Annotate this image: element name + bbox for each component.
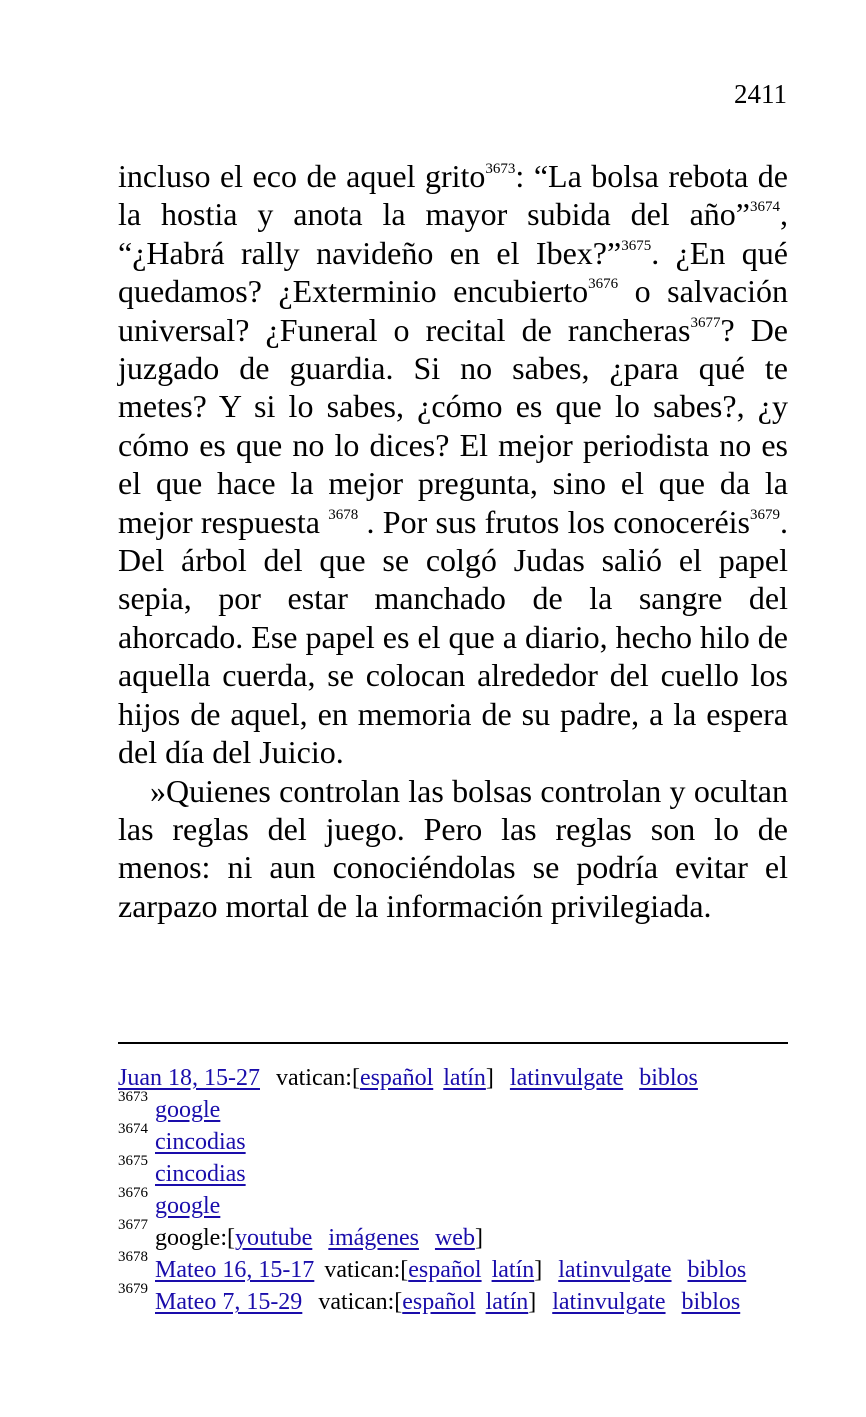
footnote-divider (118, 1042, 788, 1044)
footnote-ref-3674: 3674 (750, 199, 780, 216)
web-link[interactable]: web (434, 1225, 475, 1251)
footnote-number: 3674 (118, 1121, 148, 1137)
vatican-prefix: vatican:[ (275, 1065, 360, 1091)
text-segment: ? De juzgado de guardia. Si no sabes, ¿para qué te metes? Y si lo sabes, ¿cómo es que lo sabes?, ¿y cómo es que no lo dices? El mejor periodista no es el que hace la mejor pregunta, sino el que da la mejor respuesta (118, 311, 789, 540)
footnote-number: 3673 (118, 1089, 148, 1105)
biblos-link[interactable]: biblos (681, 1289, 741, 1315)
footnote-3678 (118, 1249, 818, 1286)
footnote-number: 3679 (118, 1281, 148, 1297)
espanol-link[interactable]: español (359, 1065, 434, 1091)
paragraph-1 (118, 157, 788, 772)
footnote-3677 (118, 1217, 818, 1254)
footnote-number: 3678 (118, 1249, 148, 1265)
footnote-number: 3675 (118, 1153, 148, 1169)
text-segment: o salvación universal? ¿Funeral o recital de rancheras (118, 273, 789, 348)
footnote-3674 (118, 1121, 818, 1158)
footnote-ref-3676: 3676 (588, 276, 619, 293)
text-segment: incluso el eco de aquel grito (118, 158, 486, 194)
cincodias-link[interactable]: cincodias (155, 1129, 246, 1155)
bracket-close: ] (528, 1289, 537, 1315)
youtube-link[interactable]: youtube (234, 1225, 313, 1251)
footnote-ref-3679: 3679 (750, 506, 780, 523)
footnote-3673 (118, 1089, 818, 1126)
google-prefix: google:[ (155, 1225, 235, 1251)
latin-link[interactable]: latín (491, 1257, 535, 1283)
footnote-ref-3673: 3673 (485, 161, 516, 177)
footnotes (118, 1062, 818, 1318)
vatican-prefix: vatican:[ (318, 1289, 403, 1315)
juan-reference-link[interactable]: Juan 18, 15-27 (118, 1065, 260, 1091)
body-text (118, 157, 788, 925)
latinvulgate-link[interactable]: latinvulgate (509, 1065, 624, 1091)
bracket-close: ] (534, 1257, 543, 1283)
bracket-close: ] (485, 1065, 494, 1091)
latin-link[interactable]: latín (485, 1289, 529, 1315)
espanol-link[interactable]: español (402, 1289, 476, 1315)
latin-link[interactable]: latín (443, 1065, 486, 1091)
footnote-number: 3676 (118, 1185, 148, 1201)
latinvulgate-link[interactable]: latinvulgate (552, 1289, 666, 1315)
paragraph-2: »Quienes controlan las bolsas controlan y ocultan las reglas del juego. Pero las reglas son lo de menos: ni aun conociéndolas se podría evitar el zarpazo mortal de la información privilegiada. (118, 772, 788, 924)
cincodias-link[interactable]: cincodias (155, 1161, 246, 1187)
biblos-link[interactable]: biblos (687, 1257, 747, 1283)
footnote-number: 3677 (118, 1217, 148, 1233)
vatican-prefix: vatican:[ (324, 1257, 409, 1283)
mateo-16-reference-link[interactable]: Mateo 16, 15-17 (155, 1257, 315, 1283)
text-segment: : “La bolsa rebota de la hostia y anota la mayor subida del año” (118, 158, 789, 233)
text-segment: . Por sus frutos los conoceréis (358, 503, 750, 540)
bracket-close: ] (474, 1225, 483, 1251)
text-segment: , “¿Habrá rally navideño en el Ibex?” (118, 196, 788, 271)
text-segment: . Del árbol del que se colgó Judas salió el papel sepia, por estar manchado de la sangre del ahorcado. Ese papel es el que a diario, hecho hilo de aquella cuerda, se colocan alrededor del cuello los hijos de aquel, en memoria de su padre, a la espera del día del Juicio. (118, 503, 788, 771)
footnote-ref-3678: 3678 (328, 506, 359, 523)
footnote-3679 (118, 1281, 818, 1318)
mateo-7-reference-link[interactable]: Mateo 7, 15-29 (155, 1289, 303, 1315)
footnote-ref-3677: 3677 (690, 314, 721, 331)
biblos-link[interactable]: biblos (639, 1065, 698, 1091)
page-number: 2411 (734, 79, 787, 109)
espanol-link[interactable]: español (408, 1257, 482, 1283)
footnote-ref-3675: 3675 (621, 237, 652, 254)
latinvulgate-link[interactable]: latinvulgate (558, 1257, 672, 1283)
google-link[interactable]: google (155, 1193, 221, 1219)
footnote-juan (118, 1062, 818, 1094)
footnote-3676 (118, 1185, 818, 1222)
google-link[interactable]: google (155, 1097, 221, 1123)
imagenes-link[interactable]: imágenes (328, 1225, 419, 1251)
text-segment: . ¿En qué quedamos? ¿Exterminio encubierto (118, 234, 789, 310)
footnote-3675 (118, 1153, 818, 1190)
